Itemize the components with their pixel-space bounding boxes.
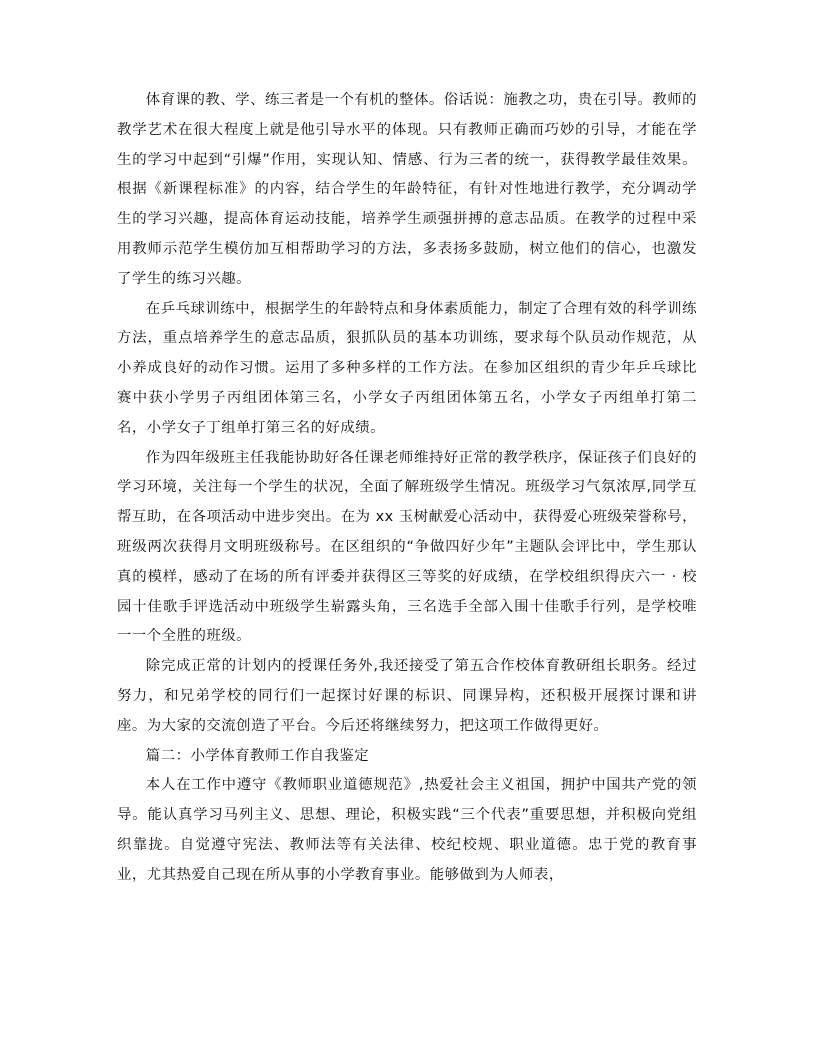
- paragraph-self-appraisal: 本人在工作中遵守《教师职业道德规范》,热爱社会主义祖国，拥护中国共产党的领导。能认真学习马列主义、思想、理论，积极实践“三个代表”重要思想，并积极向党组织靠拢。自觉遵守宪法、教师法等有关法律、校纪校规、职业道德。忠于党的教育事业，尤其热爱自己现在所从事的小学教育事业。能够做到为人师表，: [117, 777, 697, 883]
- paragraph-table-tennis: 在乒乓球训练中，根据学生的年龄特点和身体素质能力，制定了合理有效的科学训练方法，重点培养学生的意志品质，狠抓队员的基本功训练，要求每个队员动作规范，从小养成良好的动作习惯。运用了多种多样的工作方法。在参加区组织的青少年乒乓球比赛中获小学男子丙组团体第三名，小学女子丙组团体第五名，小学女子丙组单打第二名，小学女子丁组单打第三名的好成绩。: [117, 300, 697, 436]
- paragraph-teaching: 体育课的教、学、练三者是一个有机的整体。俗话说：施教之功，贵在引导。教师的教学艺术在很大程度上就是他引导水平的体现。只有教师正确而巧妙的引导，才能在学生的学习中起到“引爆”作用，实现认知、情感、行为三者的统一，获得教学最佳效果。根据《新课程标准》的内容，结合学生的年龄特征，有针对性地进行教学，充分调动学生的学习兴趣，提高体育运动技能，培养学生顽强拼搏的意志品质。在教学的过程中采用教师示范学生模仿加互相帮助学习的方法，多表扬多鼓励，树立他们的信心，也激发了学生的练习兴趣。: [117, 92, 697, 287]
- paragraph-class-teacher: 作为四年级班主任我能协助好各任课老师维持好正常的教学秩序，保证孩子们良好的学习环境，关注每一个学生的状况，全面了解班级学生情况。班级学习气氛浓厚,同学互帮互助，在各项活动中进步突出。在为 xx 玉树献爱心活动中，获得爱心班级荣誉称号，班级两次获得月文明班级称号。在区组织的“争做四好少年”主题队会评比中，学生那认真的模样，感动了在场的所有评委并获得区三等奖的好成绩，在学校组织得庆六一 · 校园十佳歌手评选活动中班级学生崭露头角，三名选手全部入围十佳歌手行列，是学校唯一一个全胜的班级。: [117, 449, 697, 645]
- section-heading: 篇二：小学体育教师工作自我鉴定: [145, 747, 370, 764]
- document-body: [117, 86, 697, 891]
- paragraph-teaching-research: 除完成正常的计划内的授课任务外,我还接受了第五合作校体育教研组长职务。经过努力，和兄弟学校的同行们一起探讨好课的标识、同课异构，还积极开展探讨课和讲座。为大家的交流创造了平台。今后还将继续努力，把这项工作做得更好。: [117, 658, 697, 734]
